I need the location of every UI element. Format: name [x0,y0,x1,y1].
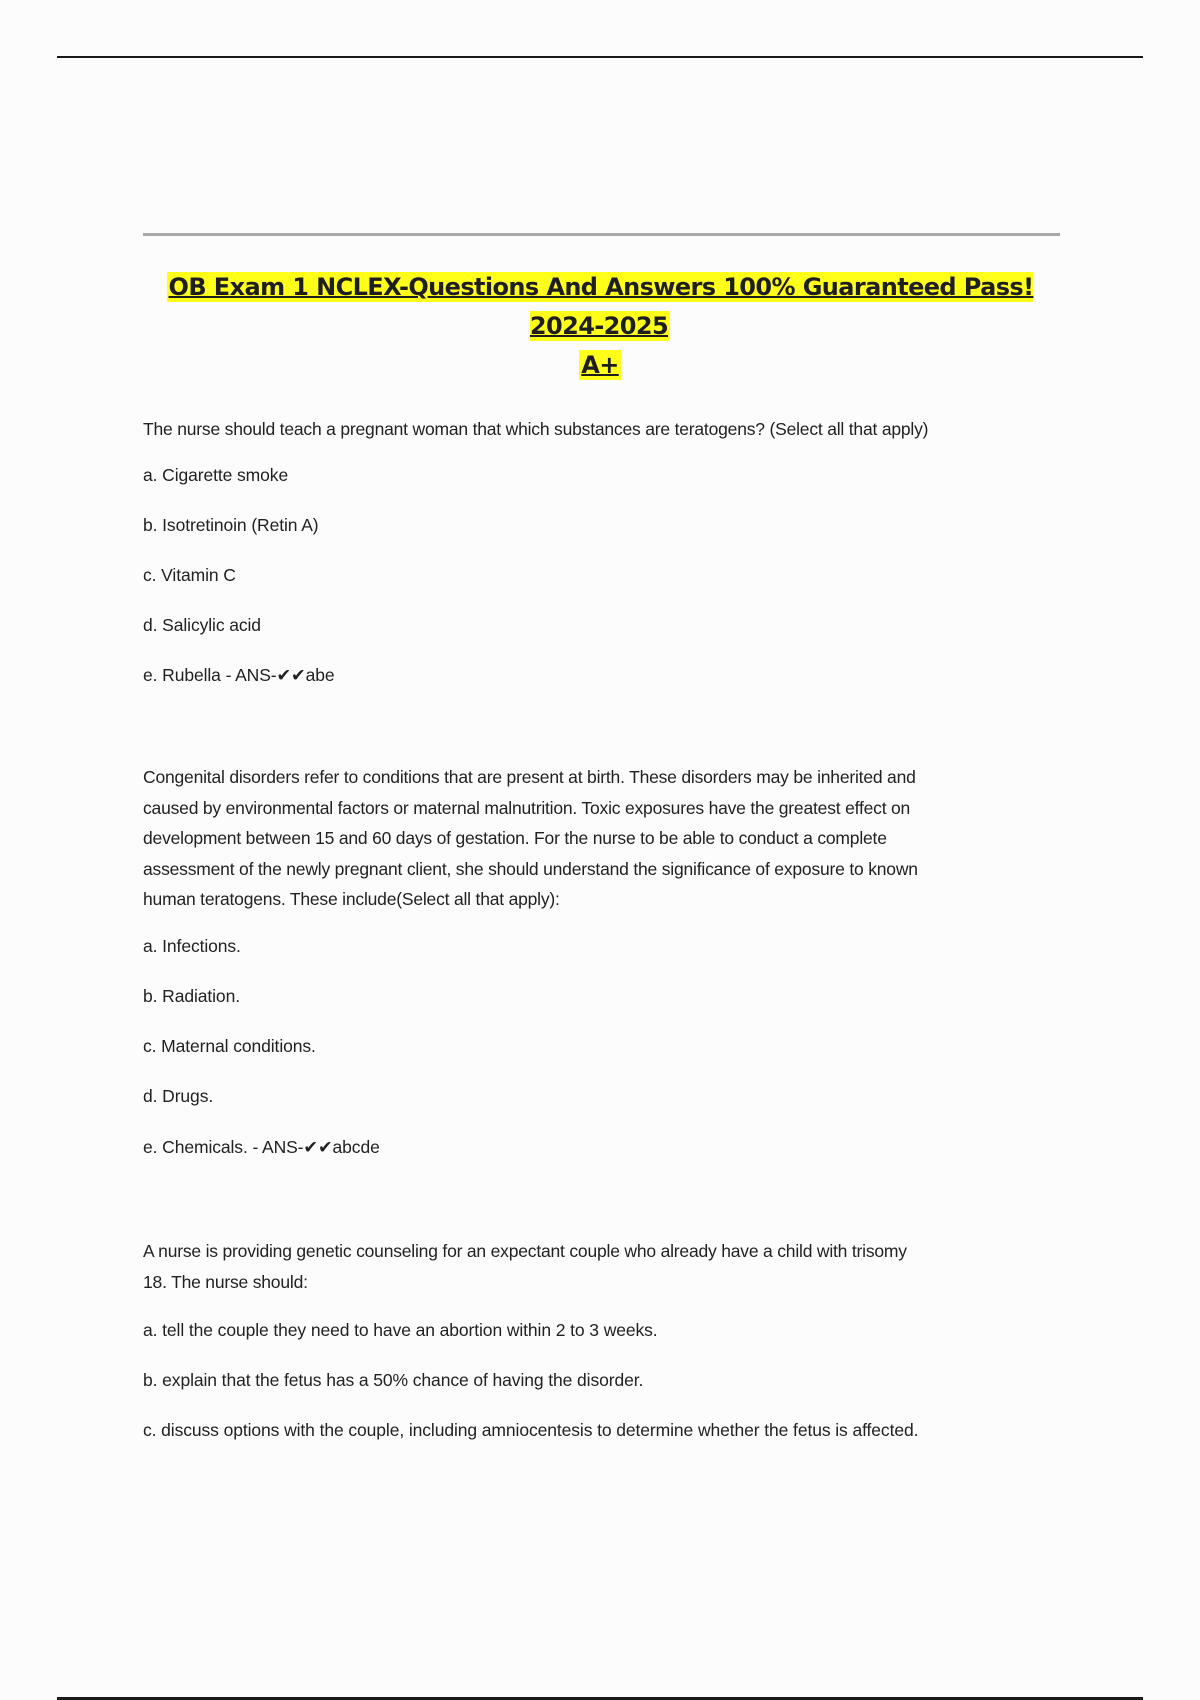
q2-option-a: a. Infections. [143,936,241,956]
header-divider [143,233,1060,236]
question-3-line-1: A nurse is providing genetic counseling for an expectant couple who already have a child with trisomy [143,1241,907,1261]
page-top-border [57,56,1143,58]
question-2-line-3: development between 15 and 60 days of gestation. For the nurse to be able to conduct a complete [143,828,887,848]
q3-option-a: a. tell the couple they need to have an abortion within 2 to 3 weeks. [143,1320,658,1340]
q1-option-c: c. Vitamin C [143,565,236,585]
question-2 [143,762,1063,915]
q1-option-a: a. Cigarette smoke [143,465,289,485]
question-2-line-2: caused by environmental factors or maternal malnutrition. Toxic exposures have the greatest effect on [143,797,911,818]
title-line-2: A+ [581,351,619,379]
question-3-line-2: 18. The nurse should: [143,1271,308,1292]
q2-option-e-answer: e. Chemicals. - ANS-✔✔abcde [143,1137,380,1157]
q1-option-e-answer: e. Rubella - ANS-✔✔abe [143,665,335,685]
q2-option-b: b. Radiation. [143,986,240,1006]
question-3 [143,1236,1063,1297]
document-title [140,268,1060,385]
question-2-line-1: Congenital disorders refer to conditions that are present at birth. These disorders may be inherited and [143,767,916,787]
title-line-1: OB Exam 1 NCLEX-Questions And Answers 100% Guaranteed Pass! 2024-2025 [168,273,1034,340]
q1-option-d: d. Salicylic acid [143,615,261,635]
q2-option-c: c. Maternal conditions. [143,1036,316,1056]
q3-option-b: b. explain that the fetus has a 50% chance of having the disorder. [143,1370,644,1390]
q3-option-c: c. discuss options with the couple, including amniocentesis to determine whether the fetus is affected. [143,1420,919,1440]
q2-option-d: d. Drugs. [143,1086,214,1106]
question-1 [143,414,1063,445]
question-2-line-5: human teratogens. These include(Select all that apply): [143,889,560,909]
q1-option-b: b. Isotretinoin (Retin A) [143,515,319,535]
question-1-text: The nurse should teach a pregnant woman that which substances are teratogens? (Select all that apply) [143,419,929,439]
question-2-line-4: assessment of the newly pregnant client, she should understand the significance of exposure to known [143,858,918,879]
